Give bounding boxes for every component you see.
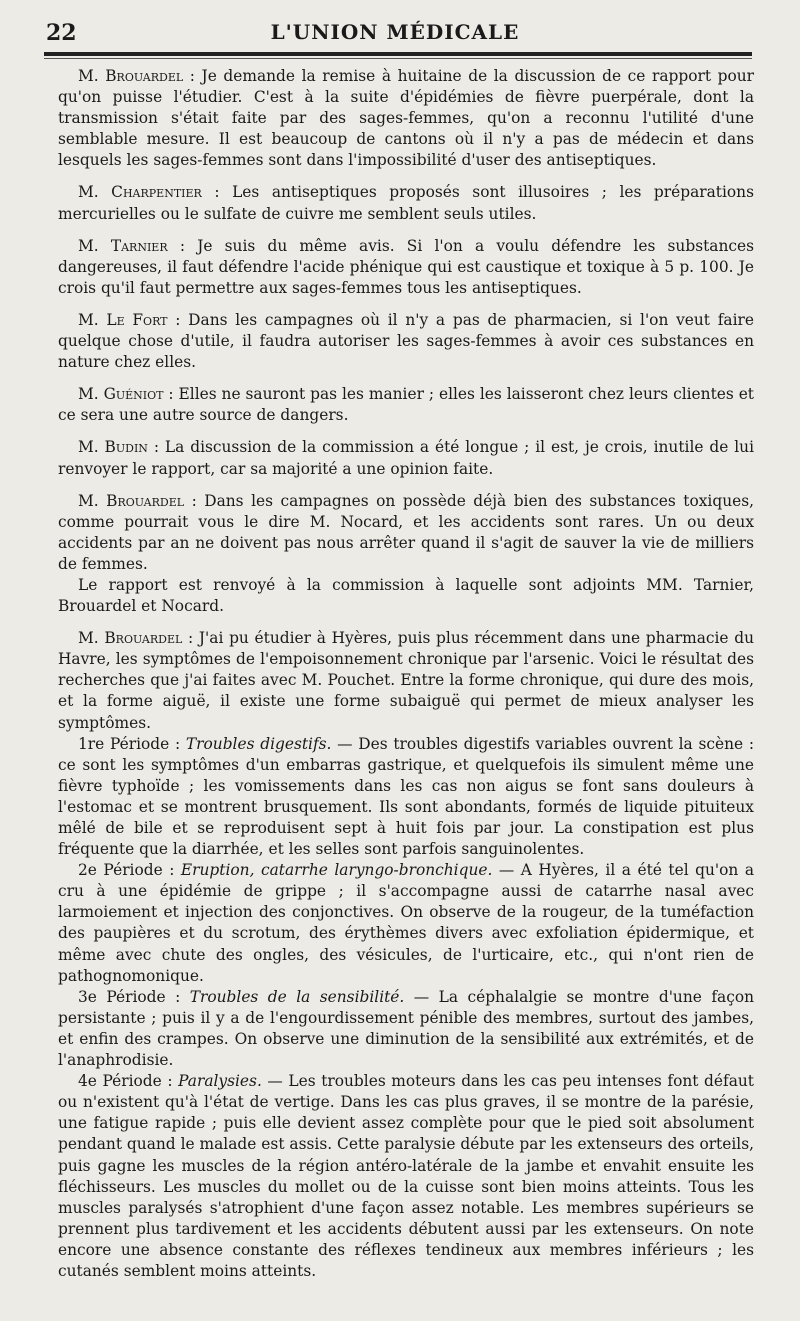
paragraph-text: : J'ai pu étudier à Hyères, puis plus récemment dans une pharmacie du Havre, les symptômes de l'empoisonnement chronique par l'arsenic. Voici le résultat des recherches que j'ai faites avec M. Pouchet. Entre la forme chronique, qui dure des mois, et la forme aiguë, il existe une forme subaiguë qui permet de mieux analyser les symptômes. bbox=[58, 629, 754, 732]
speaker-name: M. Budin bbox=[78, 438, 148, 457]
period-label: 3e Période : bbox=[78, 987, 190, 1006]
discussion-paragraph bbox=[58, 310, 754, 373]
period-label: 4e Période : bbox=[78, 1072, 179, 1091]
discussion-paragraph bbox=[58, 384, 754, 426]
discussion-paragraph bbox=[58, 66, 754, 171]
article-body bbox=[58, 66, 754, 1282]
period-label: 2e Période : bbox=[78, 861, 181, 880]
paragraph-text: : Je suis du même avis. Si l'on a voulu défendre les substances dangereuses, il faut défendre l'acide phénique qui est caustique et toxique à 5 p. 100. Je crois qu'il faut permettre aux sages-femmes tous les antiseptiques. bbox=[58, 236, 754, 297]
period-paragraph bbox=[58, 987, 754, 1071]
period-title: Troubles de la sensibilité. bbox=[189, 987, 405, 1006]
report-intro bbox=[58, 628, 754, 733]
paragraph-text: : Je demande la remise à huitaine de la discussion de ce rapport pour qu'on puisse l'étudier. C'est à la suite d'épidémies de fièvre puerpérale, dont la transmission s'était faite par des sages-femmes, qu'on a reconnu l'utilité d'une semblable mesure. Il est beaucoup de cantons où il n'y a pas de médecin et dans lesquels les sages-femmes sont dans l'impossibilité d'user des antiseptiques. bbox=[58, 67, 755, 170]
discussion-paragraph bbox=[58, 236, 754, 299]
page-number: 22 bbox=[46, 20, 77, 46]
period-title: Troubles digestifs. bbox=[185, 734, 332, 753]
header-rule bbox=[44, 52, 752, 56]
period-paragraph bbox=[58, 1071, 754, 1282]
header-rule-thin bbox=[44, 58, 752, 59]
speaker-name: M. Brouardel bbox=[78, 629, 183, 648]
period-title: Paralysies. bbox=[178, 1072, 262, 1091]
journal-title: L'UNION MÉDICALE bbox=[270, 20, 520, 44]
speaker-name: M. Brouardel bbox=[78, 67, 184, 85]
period-paragraph bbox=[58, 860, 754, 987]
paragraph-text: : Dans les campagnes où il n'y a pas de pharmacien, si l'on veut faire quelque chose d'utile, il faudra autoriser les sages-femmes à avoir ces substances en nature chez elles. bbox=[58, 310, 754, 372]
renvoi-paragraph: Le rapport est renvoyé à la commission à laquelle sont adjoints MM. Tarnier, Brouardel et Nocard. bbox=[58, 575, 754, 616]
paragraph-text: : Les antiseptiques proposés sont illusoires ; les préparations mercurielles ou le sulfate de cuivre me semblent seuls utiles. bbox=[58, 183, 754, 223]
discussion-paragraph bbox=[58, 182, 754, 224]
paragraph-text: : Elles ne sauront pas les manier ; elles les laisseront chez leurs clientes et ce sera une autre source de dangers. bbox=[58, 385, 754, 425]
speaker-name: M. Charpentier bbox=[78, 183, 202, 202]
running-head bbox=[40, 18, 750, 48]
speaker-name: M. Guéniot bbox=[78, 385, 164, 404]
discussion-paragraph bbox=[58, 437, 754, 479]
period-title: Eruption, catarrhe laryngo-bronchique. bbox=[180, 861, 493, 880]
paragraph-text: : La discussion de la commission a été longue ; il est, je crois, inutile de lui renvoyer le rapport, car sa majorité a une opinion faite. bbox=[58, 438, 755, 478]
speaker-name: M. Tarnier bbox=[78, 236, 168, 255]
period-label: 1re Période : bbox=[78, 734, 186, 753]
discussion-paragraph bbox=[58, 491, 754, 575]
period-text: — A Hyères, il a été tel qu'on a cru à une épidémie de grippe ; il s'accompagne aussi de catarrhe nasal avec larmoiement et injection des conjonctives. On observe de la rougeur, de la tuméfaction des paupières et du scrotum, des érythèmes divers avec exfoliation épidermique, et même avec chute des ongles, des vésicules, de l'urticaire, etc., qui n'ont rien de pathognomonique. bbox=[58, 861, 754, 985]
paragraph-text: : Dans les campagnes on possède déjà bien des substances toxiques, comme pourrait vous le dire M. Nocard, et les accidents sont rares. Un ou deux accidents par an ne doivent pas nous arrêter quand il s'agit de sauver la vie de milliers de femmes. bbox=[58, 491, 755, 573]
period-text: — Les troubles moteurs dans les cas peu intenses font défaut ou n'existent qu'à l'état de vertige. Dans les cas plus graves, il se montre de la parésie, une fatigue rapide ; puis elle devient assez complète pour que le pied soit absolument pendant quand le malade est assis. Cette paralysie débute par les extenseurs des orteils, puis gagne les muscles de la région antéro-latérale de la jambe et envahit ensuite les fléchisseurs. Les muscles du mollet ou de la cuisse sont bien moins atteints. Tous les muscles paralysés s'atrophient d'une façon assez notable. Les membres supérieurs se prennent plus tardivement et les accidents débutent aussi par les extenseurs. On note encore une absence constante des réflexes tendineux aux membres inférieurs ; les cutanés semblent moins atteints. bbox=[58, 1072, 754, 1280]
speaker-name: M. Le Fort bbox=[78, 310, 168, 329]
period-text: — Des troubles digestifs variables ouvrent la scène : ce sont les symptômes d'un embarras gastrique, et quelquefois ils simulent même une fièvre typhoïde ; les vomissements dans les cas non aigus se font sans douleurs à l'estomac et se montrent brusquement. Ils sont abondants, formés de liquide pituiteux mêlé de bile et se reproduisent sept à huit fois par jour. La constipation est plus fréquente que la diarrhée, et les selles sont parfois sanguinolentes. bbox=[58, 734, 755, 859]
period-paragraph bbox=[58, 734, 754, 861]
period-text: — La céphalalgie se montre d'une façon persistante ; puis il y a de l'engourdissement pénible des membres, surtout des jambes, et enfin des crampes. On observe une diminution de la sensibilité aux extrémités, et de l'anaphrodisie. bbox=[58, 987, 754, 1070]
speaker-name: M. Brouardel bbox=[78, 491, 185, 510]
